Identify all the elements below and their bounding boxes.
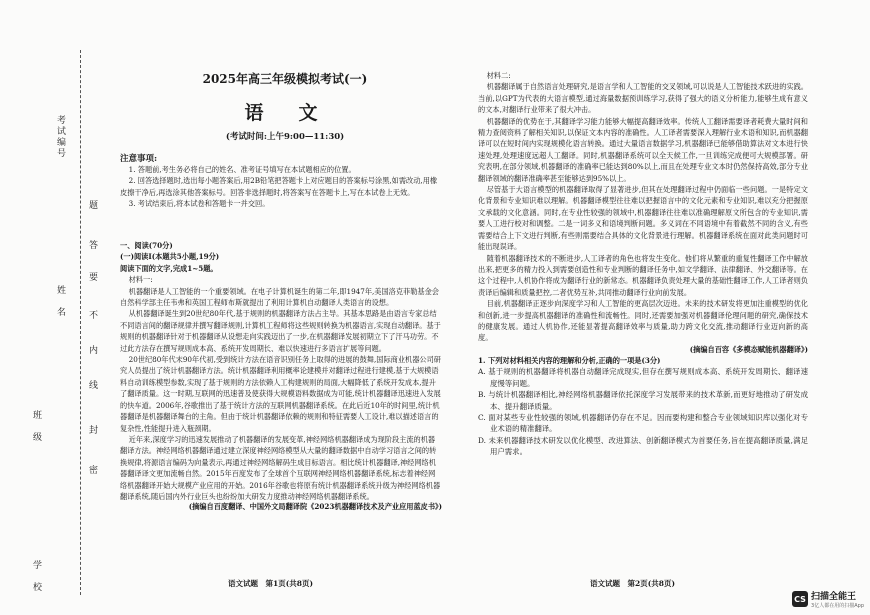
paragraph: 随着机器翻译技术的不断进步,人工译者的角色也将发生变化。他们将从繁重的重复性翻译工作中解放出来,把更多的精力投入到需要创造性和专业判断的翻译任务中,如文学翻译、法律翻译、外交翻译等。在这个过程中,人机协作将成为翻译行业的新常态。机器翻译负责处理大量的基础性翻译工作,人工译者则负责译后编辑和质量把控,二者优势互补,共同推动翻译行业向前发展。 [478, 253, 808, 297]
exam-number-label: 考试编号 [55, 115, 65, 159]
school-label: 学 校 [31, 560, 41, 593]
option-c: C. 面对某些专业性较强的领域,机器翻译仍存在不足。因而要构建和整合专业领域知识库以强化对专业术语的精准翻译。 [478, 412, 808, 434]
paragraph: 从机器翻译诞生到20世纪80年代,基于规则的机器翻译方法占主导。其基本思路是由语言专家总结不同语言间的翻译规律并撰写翻译规则,计算机工程师将这些规则转换为机器语言,实现自动翻译。基于规则的机器翻译针对于机器翻译从设想走向实践迈出了一步,在机器翻译发展初期立下了汗马功劳。不过此方法存在撰写规则成本高、系统开发周期长、难以快速进行多语言扩展等问题。 [120, 309, 441, 353]
notes-section [120, 152, 442, 210]
notes-heading: 注意事项: [120, 154, 158, 164]
exam-time: (考试时间:上午9:00—11:30) [225, 132, 345, 142]
notes-item: 1. 答题前,考生务必将自己的姓名、准考证号填写在本试题相应的位置。 [128, 165, 356, 174]
subject-title: 语 文 [244, 102, 326, 124]
paragraph: 近年来,深度学习的迅速发展推动了机器翻译的发展变革,神经网络机器翻译成为现阶段主流的机器翻译方法。神经网络机器翻译通过建立深度神经网络模型从大量的翻译数据中自动学习语言之间的转换规律,将源语言编码为向量表示,再通过神经网络解码生成目标语言。相比统计机器翻译,神经网络机器翻译译文更加流畅自然。2015年百度发布了全球首个互联网神经网络机器翻译系统,标志着神经网络机器翻译开始大规模产业应用的开始。2016年谷歌也将原有统计机器翻译系统升级为神经网络机器翻译系统,随后国内外行业巨头也纷纷加大研发力度推动神经网络机器翻译系统。 [120, 434, 441, 501]
camscanner-logo-icon: CS [792, 591, 808, 607]
paragraph: 机器翻译属于自然语言处理研究,是语言学和人工智能的交叉领域,可以说是人工智能技术跃进的实践。当前,以GPT为代表的大语言模型,通过海量数据预训练学习,获得了强大的语义分析能力,能够生成有意义的文本,对翻译行业带来了很大冲击。 [478, 82, 808, 115]
option-b: B. 与统计机器翻译相比,神经网络机器翻译依托深度学习发展带来的技术革新,而更好地推动了研发成本、提升翻译质量。 [478, 390, 808, 411]
seal-word: 线 [87, 380, 97, 391]
material-two-label: 材料二: [486, 71, 511, 80]
seal-word: 封 [87, 425, 97, 436]
name-label: 姓 名 [55, 285, 65, 318]
seal-line [80, 50, 81, 595]
notes-item: 2. 回答选择题时,选出每小题答案后,用2B铅笔把答题卡上对应题目的答案标号涂黑,如需改动,用橡皮擦干净后,再选涂其他答案标号。回答非选择题时,将答案写在答题卡上,写在本试卷上无效。 [120, 176, 438, 197]
page-footer-left: 语文试题 第1页(共8页) [228, 579, 314, 588]
page-footer-right: 语文试题 第2页(共8页) [590, 579, 676, 588]
class-label: 班 级 [31, 410, 41, 443]
seal-word: 密 [87, 465, 97, 476]
reading-section [120, 240, 442, 512]
material-source: (摘编自百度翻译、中国外文局翻译院《2023机器翻译技术及产业应用蓝皮书》) [188, 502, 442, 512]
section-heading: 一、阅读(70分) [120, 241, 173, 250]
paragraph: 尽管基于大语言模型的机器翻译取得了显著进步,但其在处理翻译过程中仍面临一些问题。一是特定文化背景和专业知识难以理解。机器翻译模型往往难以把握语言中的文化元素和专业知识,难以充分把握原文承载的文化意涵。同时,在专业性较强的领域中,机器翻译往往难以准确理解原文所包含的专业知识,需要人工进行校对和调整。二是一词多义和语境判断问题。多义词在不同语境中有着截然不同的含义,有些需要结合上下文进行判断,有些则需要结合具体的文化背景进行理解。机器翻译系统在面对此类问题时可能出现误译。 [478, 185, 808, 252]
question-1: 1. 下列对材料相关内容的理解和分析,正确的一项是(3分) [478, 355, 661, 365]
seal-word: 不 [87, 310, 97, 321]
binding-margin [14, 20, 97, 605]
right-page-content [478, 70, 808, 458]
material-one-label: 材料一: [128, 275, 153, 285]
paragraph: 机器翻译是人工智能的一个重要领域。在电子计算机诞生的第二年,即1947年,美国洛克菲勒基金会自然科学部主任韦弗和英国工程师布斯就提出了利用计算机自动翻译人类语言的设想。 [120, 286, 439, 308]
seal-word: 要 [87, 272, 97, 283]
section-sub: (一)阅读Ⅰ(本题共5小题,19分) [120, 252, 220, 262]
notes-item: 3. 考试结束后,将本试卷和答题卡一并交回。 [128, 199, 270, 209]
paragraph: 机器翻译的优势在于,其翻译学习能力能够大幅提高翻译效率。传统人工翻译需要译者耗费大量时间和精力查阅资料了解相关知识,以保证文本内容的准确性。人工译者需要深入理解行业术语和知识,而机器翻译可以在短时间内实现规模化语言转换。通过大量语言数据学习,机器翻译已能够借助算法对文本进行快速处理,处理速度远超人工翻译。同时,机器翻译系统可以全天候工作,一旦训练完成便可大规模部署。研究表明,在部分领域,机器翻译的准确率已能达到80%以上,而且在处理专业文本时仍然保持高效,部分专业翻译领域的翻译准确率甚至能够达到95%以上。 [478, 116, 808, 183]
seal-word: 题 [87, 200, 97, 211]
seal-word: 内 [87, 345, 97, 356]
scanner-watermark [792, 589, 864, 609]
seal-word: 答 [87, 240, 97, 251]
exam-title: 2025年高三年级模拟考试(一) [202, 72, 368, 86]
option-a: A. 基于规则的机器翻译将机器自动翻译完成现实,但存在撰写规则成本高、系统开发周期长、翻译速度慢等问题。 [478, 367, 808, 388]
paragraph: 目前,机器翻译正逐步向深度学习和人工智能的更高层次迈进。未来的技术研发将更加注重模型的优化和创新,进一步提高机器翻译的准确性和流畅性。同时,还需要加强对机器翻译伦理问题的研究,确保技术的健康发展。通过人机协作,还能显著提高翻译效率与质量,助力跨文化交流,推动翻译行业迈向新的高度。 [478, 299, 808, 343]
scanner-name: 扫描全能王 [811, 592, 857, 602]
section-instruction: 阅读下面的文字,完成1~5题。 [120, 263, 218, 273]
material-source: (摘编自百容《多模态赋能机器翻译》) [689, 344, 808, 354]
paragraph: 20世纪80年代末90年代初,受到统计方法在语音识别任务上取得的进展的鼓舞,国际商业机器公司研究人员提出了统计机器翻译方法。统计机器翻译利用概率论建模并对翻译过程进行建模,基于大规模语料自动训练模型参数,实现了基于规则的方法依赖人工构建规则的局面,大幅降低了系统开发成本,提升了翻译质量。这一时期,互联网的迅速普及使获得大规模语料数据成为可能,统计机器翻译迅速进入发展的快车道。2006年,谷歌推出了基于统计方法的互联网机器翻译系统。在此后近10年的时间里,统计机器翻译是机器翻译舞台的主角。但由于统计机器翻译依赖的规则和特征需要人工设计,难以描述语言的复杂性,性能提升进入瓶颈期。 [120, 355, 441, 433]
option-d: D. 未来机器翻译技术研发以优化模型、改进算法、创新翻译模式为首要任务,旨在提高翻译质量,满足用户需求。 [478, 435, 808, 457]
scanner-tagline: 3亿人都在用的扫描App [811, 603, 864, 609]
